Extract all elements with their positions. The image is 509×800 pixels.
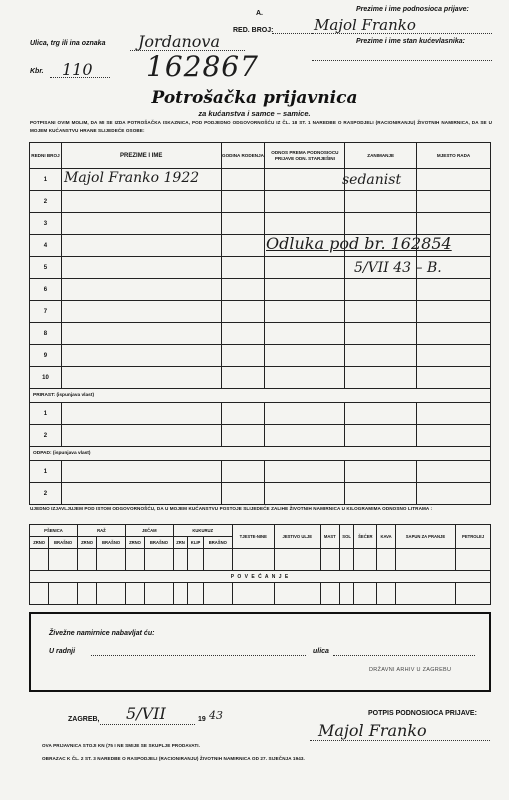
odpad-label: ODPAD: (ispunjava vlast) bbox=[30, 447, 491, 461]
legal-note: OBRAZAC K ČL. 2 ST. 3 NAREDBE O RASPODJELI (RACIONIRANJU) ŽIVOTNIH NAMIRNICA OD 27. SIJEČNJA 1943. bbox=[42, 756, 305, 761]
household-label: Prezime i ime stan kućevlasnika: bbox=[356, 38, 465, 45]
radnji-label: U radnji bbox=[49, 648, 76, 655]
signature: Majol Franko bbox=[318, 721, 427, 740]
row-number: 1 bbox=[30, 461, 62, 483]
radnji-line bbox=[91, 655, 306, 656]
row-number: 6 bbox=[30, 279, 62, 301]
signature-line bbox=[310, 740, 490, 741]
table-row bbox=[30, 301, 491, 323]
decision-date: 5/VII 43 – B. bbox=[354, 260, 442, 276]
col-odnos: ODNOS PREMA PODNOSIOCU PRIJAVE ODN. STARJEŠINI bbox=[265, 143, 345, 169]
ulica-line bbox=[333, 655, 475, 656]
sub-brasno: BRAŠNO bbox=[203, 537, 232, 549]
sub-brasno: BRAŠNO bbox=[145, 537, 174, 549]
form-title: Potrošačka prijavnica bbox=[151, 88, 358, 108]
table-row bbox=[30, 345, 491, 367]
table-row bbox=[30, 549, 491, 571]
form-letter: A. bbox=[256, 10, 263, 17]
price-note: OVA PRIJAVNICA STOJI KN (75 I NE SMIJE SE SKUPLJE PRODAVATI. bbox=[42, 743, 201, 748]
entry-name: Majol Franko 1922 bbox=[64, 170, 200, 186]
col-zanimanje: ZANIMANJE bbox=[345, 143, 417, 169]
sub-brasno: BRAŠNO bbox=[49, 537, 78, 549]
table-row bbox=[30, 425, 491, 447]
food-sapun: SAPUN ZA PRANJE bbox=[395, 525, 455, 549]
signature-label: POTPIS PODNOSIOCA PRIJAVE: bbox=[368, 710, 477, 717]
row-number: 9 bbox=[30, 345, 62, 367]
table-row bbox=[30, 403, 491, 425]
form-subtitle: za kućanstva i samce – samice. bbox=[198, 109, 311, 118]
row-number: 5 bbox=[30, 257, 62, 279]
row-number: 8 bbox=[30, 323, 62, 345]
entry-occupation: sedanist bbox=[342, 172, 402, 188]
food-stock-table bbox=[29, 524, 491, 605]
table-row bbox=[30, 583, 491, 605]
sub-zrno: ZRNO bbox=[30, 537, 49, 549]
persons-table bbox=[29, 142, 491, 505]
red-broj-label: RED. BROJ: bbox=[233, 27, 274, 34]
food-group-jecam: JEČAM bbox=[125, 525, 173, 537]
street-label: Ulica, trg ili ina oznaka bbox=[30, 40, 106, 47]
kbr-value: 110 bbox=[62, 60, 93, 79]
table-row bbox=[30, 483, 491, 505]
ulica-label: ulica bbox=[313, 648, 329, 655]
povecanje-label: P O V E Ć A N J E bbox=[30, 571, 491, 583]
row-number: 3 bbox=[30, 213, 62, 235]
food-secer: ŠEĆER bbox=[354, 525, 377, 549]
household-line bbox=[312, 60, 492, 61]
col-mjesto-rada: MJESTO RADA bbox=[417, 143, 491, 169]
col-prezime-ime: PREZIME I IME bbox=[61, 143, 221, 169]
food-petrolej: PETROLEJ bbox=[456, 525, 491, 549]
surname-line bbox=[312, 33, 492, 34]
date-value: 5/VII bbox=[126, 704, 166, 723]
archive-stamp: DRŽAVNI ARHIV U ZAGREBU bbox=[369, 667, 452, 673]
year-prefix: 19 bbox=[198, 716, 206, 723]
food-kava: KAVA bbox=[377, 525, 395, 549]
col-godina: GODINA RODENJA bbox=[221, 143, 265, 169]
food-mast: MAST bbox=[320, 525, 339, 549]
row-number: 1 bbox=[30, 403, 62, 425]
table-row bbox=[30, 213, 491, 235]
sub-zrno: ZRNO bbox=[125, 537, 144, 549]
food-group-kukuruz: KUKURUZ bbox=[173, 525, 232, 537]
table-row bbox=[30, 367, 491, 389]
food-sol: SOL bbox=[339, 525, 353, 549]
table-row bbox=[30, 461, 491, 483]
food-tjestenine: TJESTE-NINE bbox=[232, 525, 274, 549]
food-group-psenica: PŠENICA bbox=[30, 525, 78, 537]
decision-note: Odluka pod br. 162854 bbox=[266, 234, 452, 253]
red-broj-line bbox=[272, 33, 312, 34]
row-number: 2 bbox=[30, 483, 62, 505]
sub-brasno: BRAŠNO bbox=[97, 537, 126, 549]
serial-number: 162867 bbox=[146, 50, 259, 83]
kbr-line bbox=[50, 77, 110, 78]
declaration-text: UJEDNO IZJAVLJUJEM POD ISTOM ODGOVORNOŠĆU, DA U MOJEM KUĆANSTVU POSTOJE SLIJEDEĆE ZALIHE ŽIVOTNIH NAMIRNICA U KILOGRAMIMA ODNOSNO LITRAMA : bbox=[30, 506, 433, 511]
table-row bbox=[30, 279, 491, 301]
supply-box bbox=[29, 612, 491, 692]
sub-zrno: ZRNO bbox=[77, 537, 96, 549]
sub-klip: KLIP bbox=[188, 537, 204, 549]
food-ulje: JESTIVO ULJE bbox=[274, 525, 320, 549]
sub-zrn: ZRN bbox=[173, 537, 187, 549]
table-row bbox=[30, 191, 491, 213]
surname-value: Majol Franko bbox=[314, 16, 416, 34]
row-number: 4 bbox=[30, 235, 62, 257]
row-number: 10 bbox=[30, 367, 62, 389]
row-number: 1 bbox=[30, 169, 62, 191]
prirast-label: PRIRAST: (ispunjava vlast) bbox=[30, 389, 491, 403]
row-number: 7 bbox=[30, 301, 62, 323]
kbr-label: Kbr. bbox=[30, 68, 44, 75]
col-redni-broj: REDNI BROJ bbox=[30, 143, 62, 169]
row-number: 2 bbox=[30, 425, 62, 447]
table-row bbox=[30, 323, 491, 345]
food-group-raz: RAŽ bbox=[77, 525, 125, 537]
surname-label: Prezime i ime podnosioca prijave: bbox=[356, 6, 469, 13]
street-value: Jordanova bbox=[138, 32, 220, 51]
date-line bbox=[100, 724, 195, 725]
row-number: 2 bbox=[30, 191, 62, 213]
zagreb-label: ZAGREB, bbox=[68, 716, 100, 723]
supply-title: Živežne namirnice nabavljat ću: bbox=[49, 630, 155, 637]
year-suffix: 43 bbox=[209, 709, 223, 722]
intro-text: POTPISANI OVIM MOLIM, DA MI SE IZDA POTROŠAČKA ISKAZNICA, POD PODJEDNO ODGOVORNOŠĆU IZ ČL. 18 ST. 1 NAREDBE O RASPODJELI (RACIONIRANJU) ŽIVOTNIH NAMIRNICA, DA SE U MOJEM KUĆANSTVU HRANE SLIJEDEĆE OSOBE: bbox=[30, 120, 492, 133]
